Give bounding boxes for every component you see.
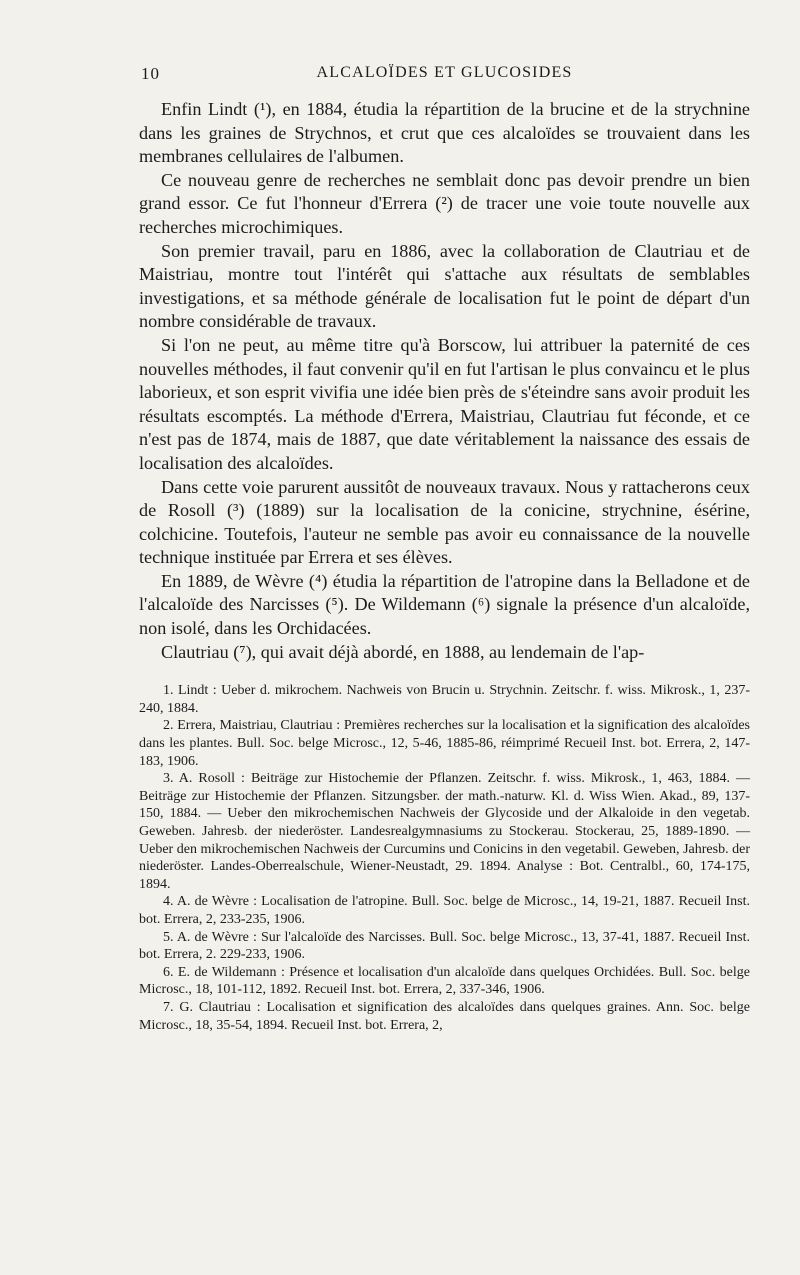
- paragraph-6: En 1889, de Wèvre (⁴) étudia la répartition de l'atropine dans la Belladone et de l'alcaloïde des Narcisses (⁵). De Wildemann (⁶) signale la présence d'un alcaloïde, non isolé, dans les Orchidacées.: [139, 570, 750, 639]
- paragraph-5: Dans cette voie parurent aussitôt de nouveaux travaux. Nous y rattacherons ceux de Rosoll (³) (1889) sur la localisation de la conicine, strychnine, ésérine, colchicine. Toutefois, l'auteur ne semble pas avoir eu connaissance de la nouvelle technique instituée par Errera et ses élèves.: [139, 476, 750, 568]
- footnote-1: 1. Lindt : Ueber d. mikrochem. Nachweis von Brucin u. Strychnin. Zeitschr. f. wiss. Mikrosk., 1, 237-240, 1884.: [139, 683, 750, 716]
- page-number: 10: [141, 64, 160, 83]
- running-header: [139, 58, 750, 88]
- paragraph-3: Son premier travail, paru en 1886, avec la collaboration de Clautriau et de Maistriau, montre tout l'intérêt qui s'attache aux résultats de semblables investigations, et sa méthode générale de localisation fut le point de départ d'un nombre considérable de travaux.: [139, 240, 750, 332]
- footnote-3: 3. A. Rosoll : Beiträge zur Histochemie der Pflanzen. Zeitschr. f. wiss. Mikrosk., 1, 463, 1884. — Beiträge zur Histochemie der Pflanzen. Sitzungsber. der math.-naturw. Kl. d. Wiss Wien. Akad., 89, 137-150, 1884. — Ueber den mikrochemischen Nachweis der Glycoside und der Alkaloide in den vegetab. Geweben. Jahresb. der niederöster. Landesrealgymnasiums zu Stockerau. Stockerau, 25, 1889-1890. — Ueber den mikrochemischen Nachweis der Curcumins und Conicins in den vegetabil. Geweben, Jahresb. der niederöster. Landes-Oberrealschule, Wiener-Neustadt, 29. 1894. Analyse : Bot. Centralbl., 60, 174-175, 1894.: [139, 771, 750, 892]
- footnote-2: 2. Errera, Maistriau, Clautriau : Premières recherches sur la localisation et la signification des alcaloïdes dans les plantes. Bull. Soc. belge Microsc., 12, 5-46, 1885-86, réimprimé Recueil Inst. bot. Errera, 2, 147-183, 1906.: [139, 718, 750, 769]
- paragraph-7: Clautriau (⁷), qui avait déjà abordé, en 1888, au lendemain de l'ap-: [161, 641, 645, 662]
- main-text: [139, 98, 750, 664]
- footnote-5: 5. A. de Wèvre : Sur l'alcaloïde des Narcisses. Bull. Soc. belge Microsc., 13, 37-41, 1887. Recueil Inst. bot. Errera, 2. 229-233, 1906.: [139, 929, 750, 963]
- running-title: ALCALOÏDES ET GLUCOSIDES: [316, 64, 573, 81]
- paragraph-1: Enfin Lindt (¹), en 1884, étudia la répartition de la brucine et de la strychnine dans les graines de Strychnos, et crut que ces alcaloïdes se trouvaient dans les membranes cellulaires de l'albumen.: [139, 99, 750, 167]
- paragraph-2: Ce nouveau genre de recherches ne semblait donc pas devoir prendre un bien grand essor. Ce fut l'honneur d'Errera (²) de tracer une voie toute nouvelle aux recherches microchimiques.: [139, 169, 750, 237]
- paragraph-4: Si l'on ne peut, au même titre qu'à Borscow, lui attribuer la paternité de ces nouvelles méthodes, il faut convenir qu'il en fut l'artisan le plus convaincu et le plus laborieux, et son esprit vivifia une idée bien près de s'éteindre sans avoir produit les résultats escomptés. La méthode d'Errera, Maistriau, Clautriau fut féconde, et ce n'est pas de 1874, mais de 1887, que date véritablement la naissance des essais de localisation des alcaloïdes.: [139, 334, 750, 473]
- footnotes: [139, 682, 750, 1034]
- footnote-6: 6. E. de Wildemann : Présence et localisation d'un alcaloïde dans quelques Orchidées. Bull. Soc. belge Microsc., 18, 101-112, 1892. Recueil Inst. bot. Errera, 2, 337-346, 1906.: [139, 964, 750, 998]
- footnote-7: 7. G. Clautriau : Localisation et signification des alcaloïdes dans quelques graines. Ann. Soc. belge Microsc., 18, 35-54, 1894. Recueil Inst. bot. Errera, 2,: [139, 999, 750, 1033]
- footnote-4: 4. A. de Wèvre : Localisation de l'atropine. Bull. Soc. belge de Microsc., 14, 19-21, 1887. Recueil Inst. bot. Errera, 2, 233-235, 1906.: [139, 894, 750, 927]
